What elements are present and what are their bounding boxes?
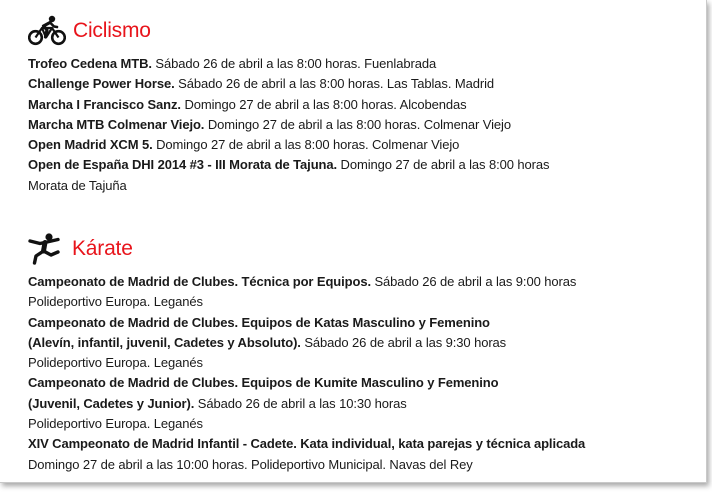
event-line: XIV Campeonato de Madrid Infantil - Cadete. Kata individual, kata parejas y técnica aplicada — [28, 436, 586, 452]
karate-fighter-icon — [28, 233, 64, 265]
event-line: (Juvenil, Cadetes y Junior). Sábado 26 de abril a las 10:30 horas — [28, 395, 407, 411]
section-cycling — [28, 14, 549, 196]
event-line: (Alevín, infantil, juvenil, Cadetes y Absoluto). Sábado 26 de abril a las 9:30 horas — [28, 334, 507, 350]
event-line: Campeonato de Madrid de Clubes. Equipos de Kumite Masculino y Femenino — [28, 375, 499, 391]
event-line: Marcha I Francisco Sanz. Domingo 27 de abril a las 8:00 horas. Alcobendas — [28, 96, 467, 112]
event-line: Domingo 27 de abril a las 10:00 horas. Polideportivo Municipal. Navas del Rey — [28, 456, 473, 472]
section-title-karate: Kárate — [72, 237, 133, 260]
event-list-karate — [28, 272, 585, 475]
cyclist-icon — [28, 15, 66, 47]
event-line: Campeonato de Madrid de Clubes. Equipos de Katas Masculino y Femenino — [28, 314, 490, 330]
event-list-cycling — [28, 54, 549, 196]
section-title-cycling: Ciclismo — [73, 19, 151, 42]
section-header-karate — [28, 232, 585, 266]
event-line: Open de España DHI 2014 #3 - III Morata de Tajuna. Domingo 27 de abril a las 8:00 horas — [28, 157, 550, 173]
event-line: Challenge Power Horse. Sábado 26 de abril a las 8:00 horas. Las Tablas. Madrid — [28, 76, 494, 92]
event-line: Campeonato de Madrid de Clubes. Técnica por Equipos. Sábado 26 de abril a las 9:00 horas — [28, 274, 577, 289]
event-line: Trofeo Cedena MTB. Sábado 26 de abril a las 8:00 horas. Fuenlabrada — [28, 56, 437, 71]
event-line: Polideportivo Europa. Leganés — [28, 294, 203, 310]
event-line: Polideportivo Europa. Leganés — [28, 355, 203, 371]
section-karate — [28, 232, 585, 475]
event-line: Polideportivo Europa. Leganés — [28, 416, 203, 432]
section-header-cycling — [28, 14, 549, 48]
event-line: Morata de Tajuña — [28, 177, 127, 193]
event-line: Marcha MTB Colmenar Viejo. Domingo 27 de abril a las 8:00 horas. Colmenar Viejo — [28, 116, 511, 132]
event-line: Open Madrid XCM 5. Domingo 27 de abril a las 8:00 horas. Colmenar Viejo — [28, 137, 460, 153]
